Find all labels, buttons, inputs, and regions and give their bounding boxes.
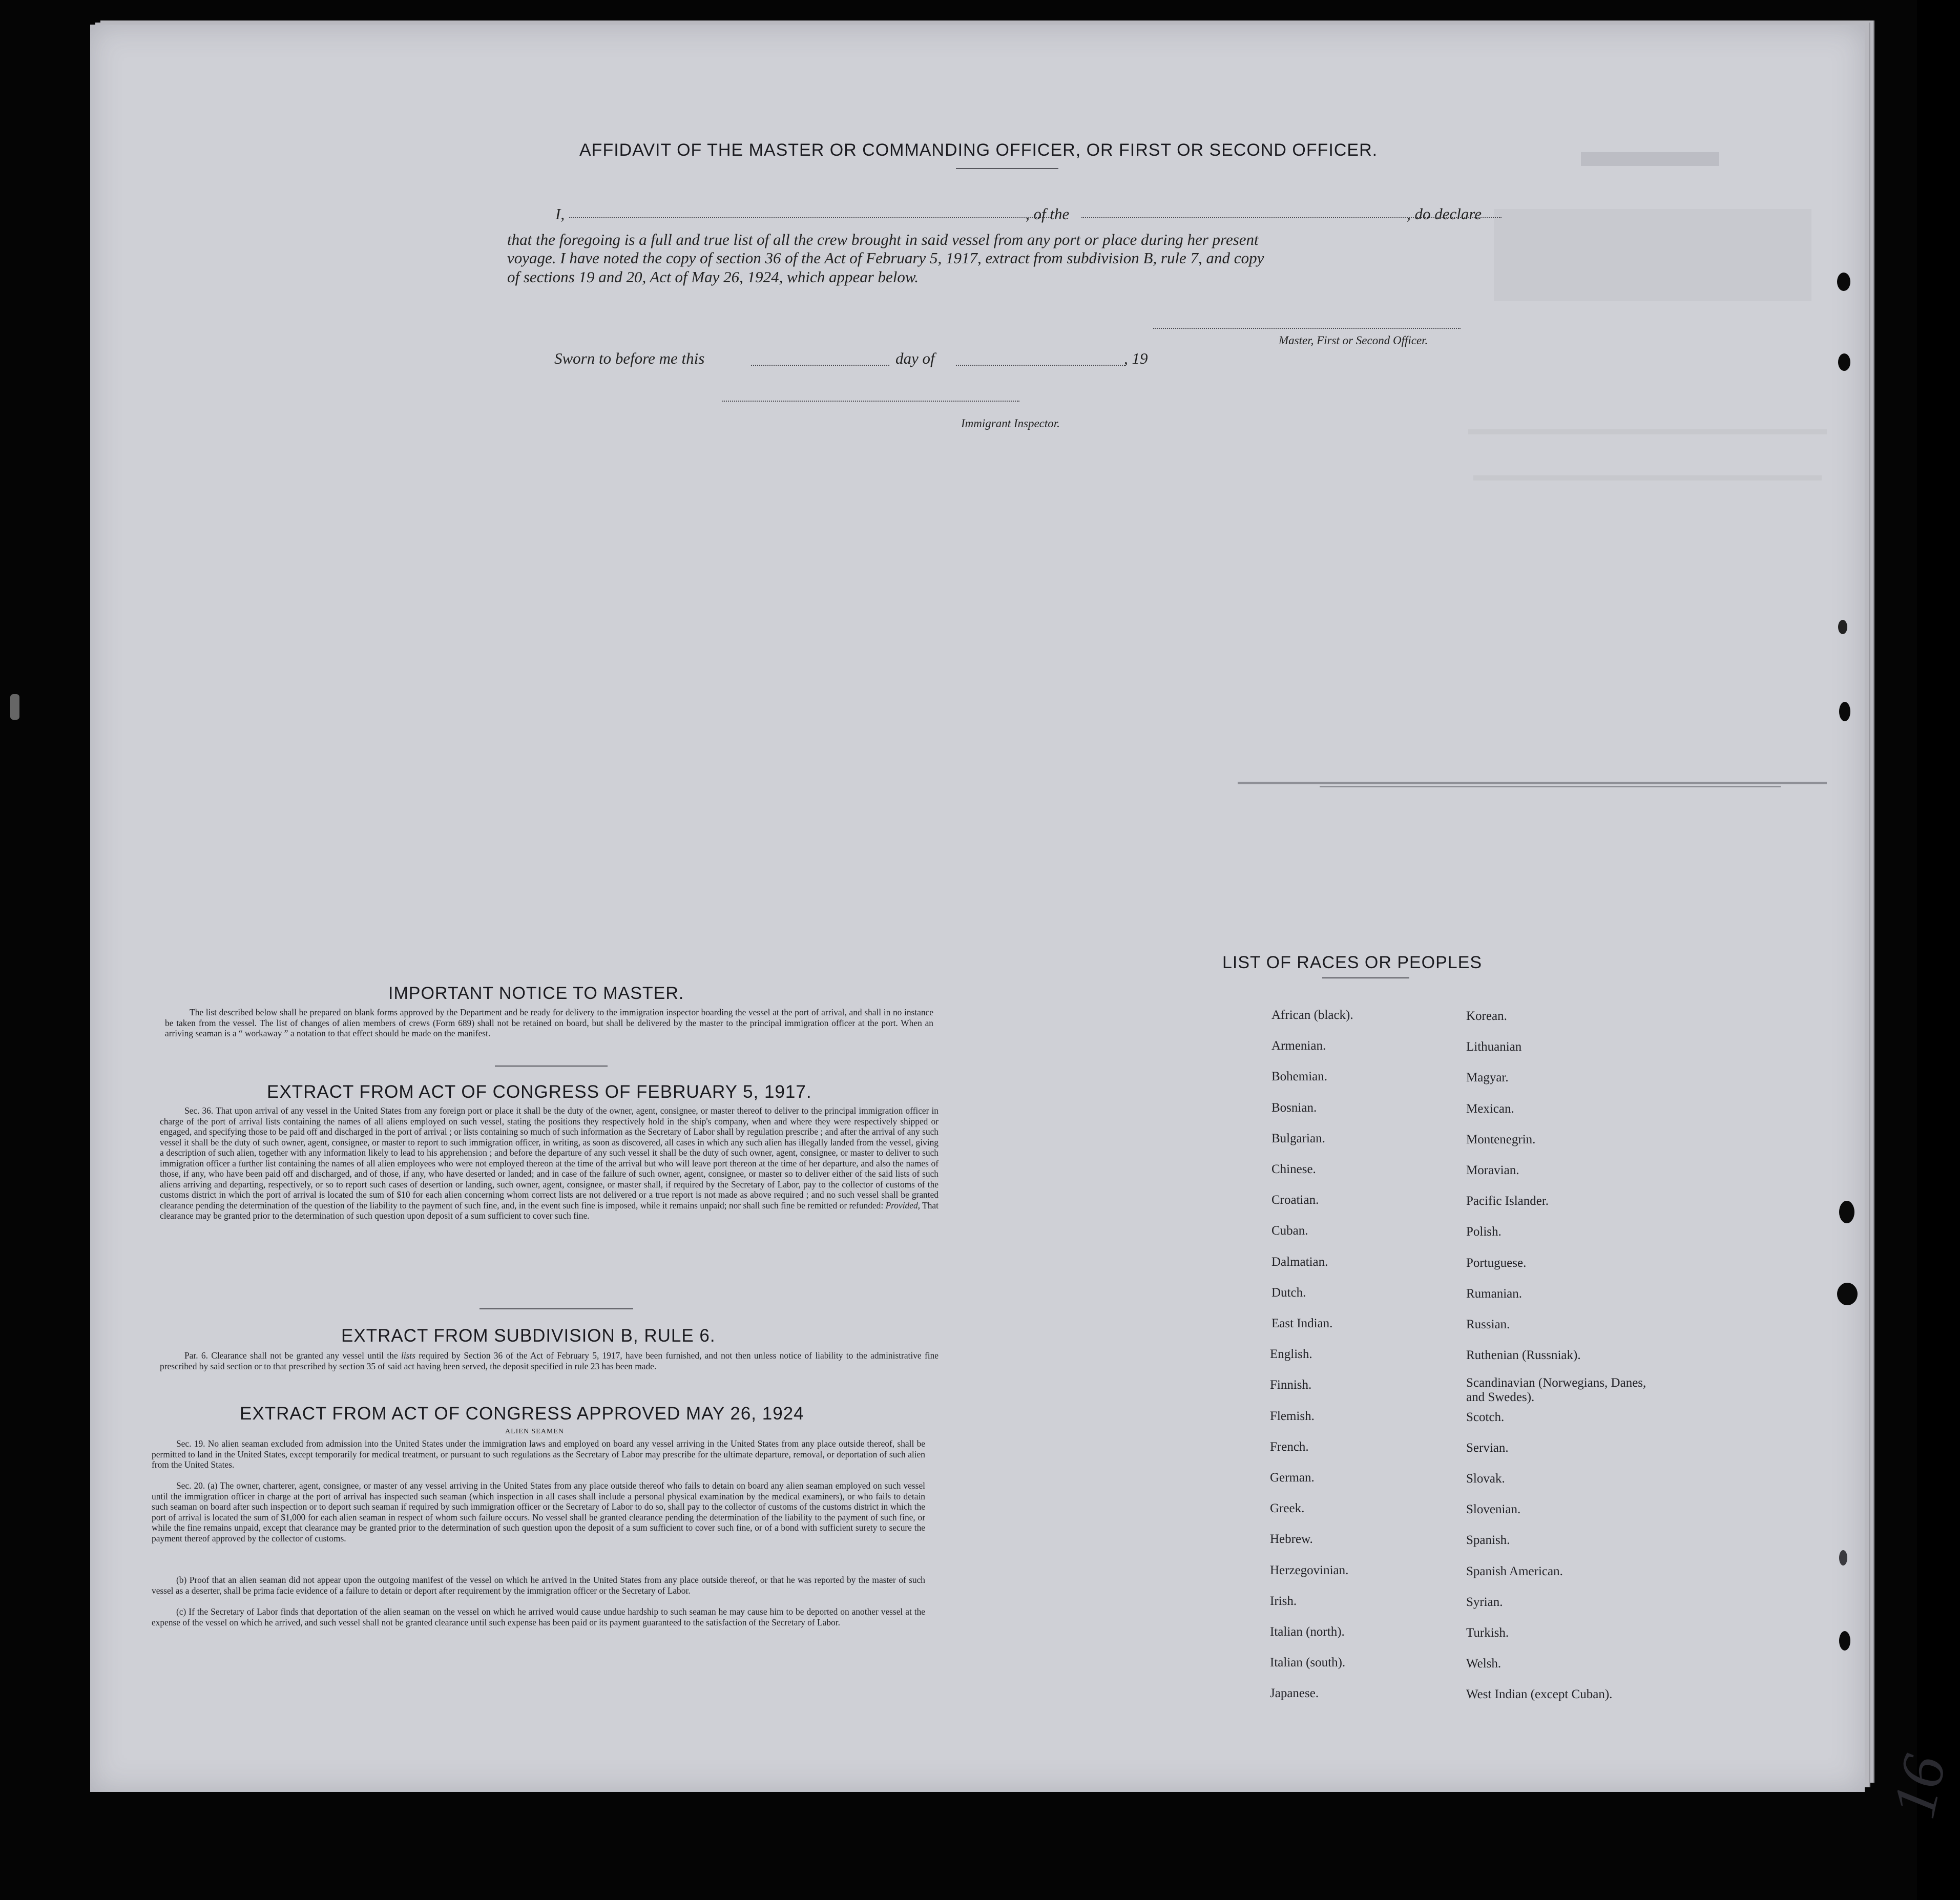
race-item: Croatian. (1271, 1193, 1319, 1207)
rule6-title: EXTRACT FROM SUBDIVISION B, RULE 6. (341, 1326, 716, 1346)
provided-label: Provided, (885, 1200, 921, 1210)
race-item: Scandinavian (Norwegians, Danes, and Swedes). (1466, 1376, 1646, 1405)
lists-word: lists (401, 1350, 416, 1361)
sworn-label: Sworn to before me this (554, 349, 705, 367)
race-item: Welsh. (1466, 1657, 1502, 1671)
title-divider (956, 168, 1058, 169)
bleed-through-mark (1468, 429, 1827, 434)
race-item: Magyar. (1466, 1071, 1509, 1085)
race-item: Finnish. (1270, 1378, 1312, 1392)
affidavit-title: AFFIDAVIT OF THE MASTER OR COMMANDING OFFICER, OR FIRST OR SECOND OFFICER. (579, 140, 1378, 160)
master-signature-label: Master, First or Second Officer. (1279, 334, 1428, 347)
race-item: Korean. (1466, 1009, 1507, 1023)
race-item: Lithuanian (1466, 1040, 1522, 1054)
punch-hole (1838, 353, 1850, 371)
section-divider (495, 1066, 608, 1067)
inspector-signature-line[interactable] (722, 401, 1019, 402)
affidavit-line-2: that the foregoing is a full and true list of all the crew brought in said vessel from any port or place during her present (507, 231, 1259, 248)
race-item: Herzegovinian. (1270, 1563, 1349, 1577)
race-item: Slovenian. (1466, 1502, 1521, 1517)
race-item: West Indian (except Cuban). (1466, 1687, 1613, 1702)
race-item: English. (1270, 1347, 1312, 1362)
race-item: French. (1270, 1439, 1309, 1454)
punch-hole (1839, 1201, 1854, 1223)
punch-hole (1838, 620, 1847, 634)
race-item: Mexican. (1466, 1101, 1514, 1116)
bleed-through-mark: ▬▬▬ (1581, 125, 1719, 176)
race-item: Dutch. (1271, 1285, 1306, 1300)
notice-title: IMPORTANT NOTICE TO MASTER. (388, 984, 684, 1003)
race-item: German. (1270, 1471, 1315, 1485)
affidavit-line-4: of sections 19 and 20, Act of May 26, 1924, which appear below. (507, 268, 919, 286)
sworn-day-line[interactable] (751, 365, 889, 366)
race-item: Chinese. (1271, 1162, 1316, 1176)
master-signature-line[interactable] (1153, 328, 1461, 329)
inspector-label: Immigrant Inspector. (961, 417, 1060, 430)
sec20c-text: (c) If the Secretary of Labor finds that deportation of the alien seaman on the vessel on which he arrived would cause undue hardship to such seaman he may cause him to be deported on another vessel at the expense of the vessel on which he arrived, and such vessel shall not be granted clearance until such expense has been paid or its payment guaranteed to the satisfaction of the Secretary of Labor. (152, 1606, 925, 1627)
punch-hole (1839, 1550, 1847, 1565)
punch-hole (1839, 702, 1850, 721)
race-item: Slovak. (1466, 1472, 1505, 1486)
race-item: Turkish. (1466, 1626, 1509, 1640)
punch-hole (1837, 1283, 1858, 1305)
sec36-end: That clearance may be granted prior to the determination of such question upon deposit of a sum sufficient to cover such fine. (160, 1200, 939, 1221)
race-item: Syrian. (1466, 1595, 1503, 1609)
alien-seamen-subtitle: ALIEN SEAMEN (505, 1428, 565, 1435)
of-the-label: , of the (1026, 205, 1070, 223)
sec20a-text: Sec. 20. (a) The owner, charterer, agent, consignee, or master of any vessel arriving in the United States from any place outside thereof who fails to detain on board any alien seaman employed on such vessel until the immigration officer in charge at the port of arrival has inspected such seaman (which inspection in all cases shall include a personal physical examination by the medical examiners), or who fails to detain such seaman on board after such inspection or to deport such seaman if required by such immigration officer or the Secretary of Labor to do so, shall pay to the collector of customs of the customs district in which the port of arrival is located the sum of $1,000 for each alien seaman in respect of whom such failure occurs. No vessel shall be granted clearance pending the determination of the liability to the payment of such fine, or while the fine remains unpaid, except that clearance may be granted prior to the determination of such question upon the deposit of a sum sufficient to cover such fine, or of a bond with sufficient surety to secure the payment thereof approved by the collector of customs. (152, 1480, 925, 1543)
race-item: Ruthenian (Russniak). (1466, 1348, 1581, 1363)
race-item: Bulgarian. (1271, 1131, 1325, 1145)
race-item: Spanish. (1466, 1533, 1510, 1548)
day-of-label: day of (895, 349, 935, 367)
bleed-through-mark (1473, 475, 1822, 481)
sec20b-text: (b) Proof that an alien seaman did not appear upon the outgoing manifest of the vessel on which he arrived in the United States from any place outside thereof, or that he was reported by the master of such vessel as a deserter, shall be prima facie evidence of a failure to detain or deport after requirement by the immigration officer or the Secretary of Labor. (152, 1575, 925, 1596)
races-title: LIST OF RACES OR PEOPLES (1222, 953, 1483, 972)
i-label: I, (555, 205, 565, 223)
race-item: Pacific Islander. (1466, 1194, 1549, 1208)
punch-hole (1837, 273, 1850, 291)
race-item: Cuban. (1271, 1224, 1308, 1238)
stray-mark (10, 694, 19, 720)
extract-1924-title: EXTRACT FROM ACT OF CONGRESS APPROVED MAY 26, 1924 (240, 1404, 804, 1424)
race-item: Moravian. (1466, 1163, 1519, 1177)
race-item: Irish. (1270, 1594, 1297, 1608)
race-item: Bohemian. (1271, 1070, 1328, 1084)
race-item: Japanese. (1270, 1686, 1319, 1701)
rule6-text-b: required by Section 36 of the Act of February 5, 1917, have been furnished, and not then unless notice of liability to the administrative fine prescribed by said section or to that prescribed by section 35 of said act having been served, the deposit specified in rule 23 has been made. (160, 1350, 939, 1371)
race-item: Russian. (1466, 1318, 1510, 1331)
year-label: , 19 (1124, 349, 1148, 367)
race-item: Bosnian. (1271, 1100, 1317, 1115)
declare-label: , do declare (1407, 205, 1482, 223)
race-item: Spanish American. (1466, 1564, 1563, 1578)
sec36-body: That upon arrival of any vessel in the United States from any foreign port or place it shall be the duty of the owner, agent, consignee, or master thereof to deliver to the principal immigration officer in charge of the port of arrival lists containing the names of all aliens employed on such vessel, stating the positions they respectively hold in the ship's company, when and where they were respectively shipped or engaged, and specifying those to be paid off and discharged in the port of arrival ; or lists containing so much of such information as the Secretary of Labor shall by regulation prescribe ; and after the arrival of any such vessel it shall be the duty of such owner, agent, consignee, or master to report to such immigration officer, in writing, as soon as discovered, all cases in which any such alien has illegally landed from the vessel, giving a description of such alien, together with any information likely to lead to his apprehension ; and before the departure of any such vessel it shall be the duty of such owner, agent, consignee, or master to deliver to such immigration officer a further list containing the names of all alien employees who were not employed thereon at the time of the arrival but who will leave port thereon at the time of her departure, and also the names of those, if any, who have been paid off and discharged, and of those, if any, who have deserted or landed; and in case of the failure of such owner, agent, consignee, or master so to deliver either of the said lists of such aliens arriving and departing, respectively, or so to report such cases of desertion or landing, such owner, agent, consignee, or master shall, if required by the Secretary of Labor, pay to the collector of customs of the customs district in which the port of arrival is located the sum of $10 for each alien concerning whom correct lists are not delivered or a true report is not made as above required ; and no such vessel shall be granted clearance pending the determination of the question of the liability to the payment of such fine, and, in the event such fine is imposed, while it remains unpaid; nor shall such fine be remitted or refunded: (160, 1105, 939, 1210)
race-item: Servian. (1466, 1440, 1509, 1455)
bleed-through-mark (1494, 209, 1811, 301)
race-item: African (black). (1271, 1008, 1353, 1022)
punch-hole (1839, 1631, 1850, 1651)
handwritten-page-number: 16 (1879, 1749, 1959, 1824)
race-item: Italian (north). (1270, 1625, 1345, 1639)
race-item: Flemish. (1270, 1409, 1315, 1423)
notice-text: The list described below shall be prepared on blank forms approved by the Department and be ready for delivery to the immigration inspector boarding the vessel at the port of arrival, and shall in no instance be taken from the vessel. The list of changes of alien members of crews (Form 689) shall not be retained on board, but shall be delivered by the master to the principal immigration officer at the port. When an arriving seaman is a “ workaway ” a notation to that effect should be made on the manifest. (165, 1007, 933, 1038)
race-item: Armenian. (1271, 1039, 1326, 1053)
section-divider (479, 1308, 633, 1309)
rule6-text (160, 1350, 939, 1371)
race-item: Polish. (1466, 1225, 1502, 1239)
race-item: Hebrew. (1270, 1532, 1313, 1547)
race-item: Montenegrin. (1466, 1132, 1536, 1146)
race-item: Portuguese. (1466, 1256, 1527, 1270)
sec19-text: Sec. 19. No alien seaman excluded from admission into the United States under the immigration laws and employed on board any vessel arriving in the United States from any place outside thereof, shall be permitted to land in the United States, except temporarily for medical treatment, or pursuant to such regulations as the Secretary of Labor may prescribe for the ultimate departure, removal, or deportation of such alien from the United States. (152, 1438, 925, 1470)
extract-1917-title: EXTRACT FROM ACT OF CONGRESS OF FEBRUARY 5, 1917. (267, 1082, 812, 1102)
sworn-month-line[interactable] (956, 365, 1125, 366)
smudge-mark (1238, 782, 1827, 784)
race-item: Greek. (1270, 1501, 1305, 1516)
affidavit-line-3: voyage. I have noted the copy of section 36 of the Act of February 5, 1917, extract from subdivision B, rule 7, and copy (507, 249, 1264, 267)
race-item: East Indian. (1271, 1317, 1333, 1330)
race-item: Rumanian. (1466, 1286, 1523, 1301)
race-item: Dalmatian. (1271, 1255, 1328, 1269)
rule6-text-a: Par. 6. Clearance shall not be granted any vessel until the (184, 1350, 398, 1361)
sec36-label: Sec. 36. (184, 1105, 214, 1116)
extract-1917-text (160, 1105, 939, 1221)
race-item: Scotch. (1466, 1410, 1505, 1424)
races-divider (1322, 977, 1409, 978)
form-page (90, 25, 1959, 1824)
race-item: Italian (south). (1270, 1656, 1346, 1670)
smudge-mark (1320, 786, 1781, 787)
name-line[interactable] (569, 217, 1051, 218)
